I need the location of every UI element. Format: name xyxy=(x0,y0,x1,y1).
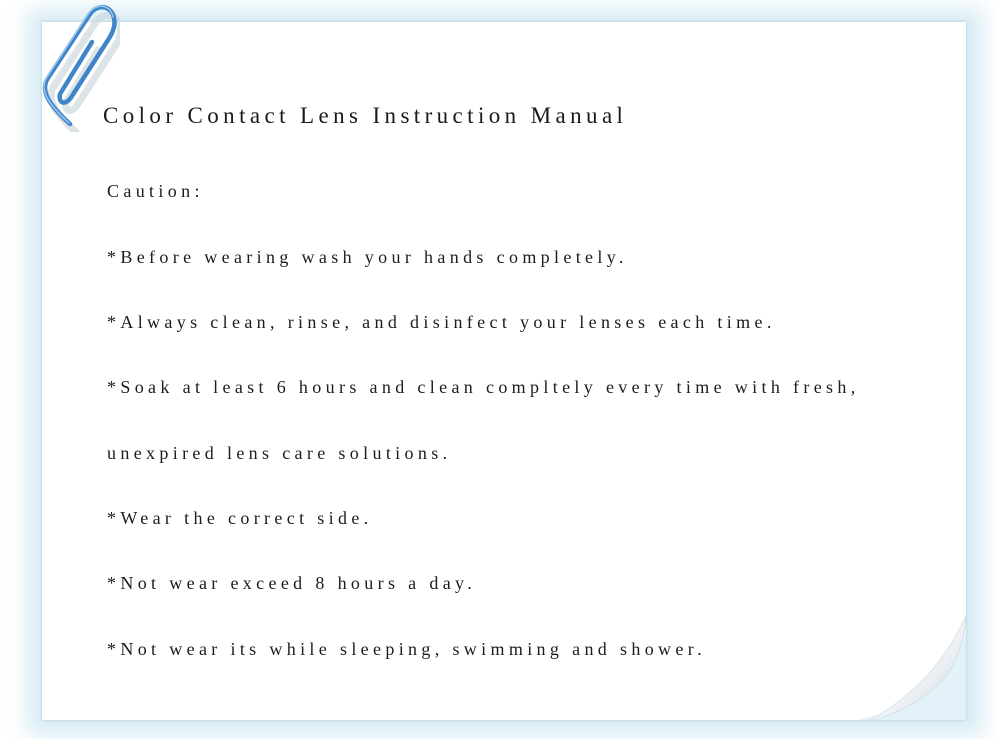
instruction-line: *Not wear exceed 8 hours a day. xyxy=(107,573,477,593)
instruction-line: *Wear the correct side. xyxy=(107,508,373,528)
caution-label: Caution: xyxy=(107,181,204,201)
instruction-line: *Soak at least 6 hours and clean compltely every time with fresh, xyxy=(107,377,860,397)
page-curl-icon xyxy=(848,602,966,720)
instruction-line: unexpired lens care solutions. xyxy=(107,443,452,463)
manual-title: Color Contact Lens Instruction Manual xyxy=(103,103,628,128)
instruction-line: *Before wearing wash your hands completely. xyxy=(107,247,628,267)
instruction-line: *Always clean, rinse, and disinfect your lenses each time. xyxy=(107,312,776,332)
instruction-line: *Not wear its while sleeping, swimming and shower. xyxy=(107,639,706,659)
